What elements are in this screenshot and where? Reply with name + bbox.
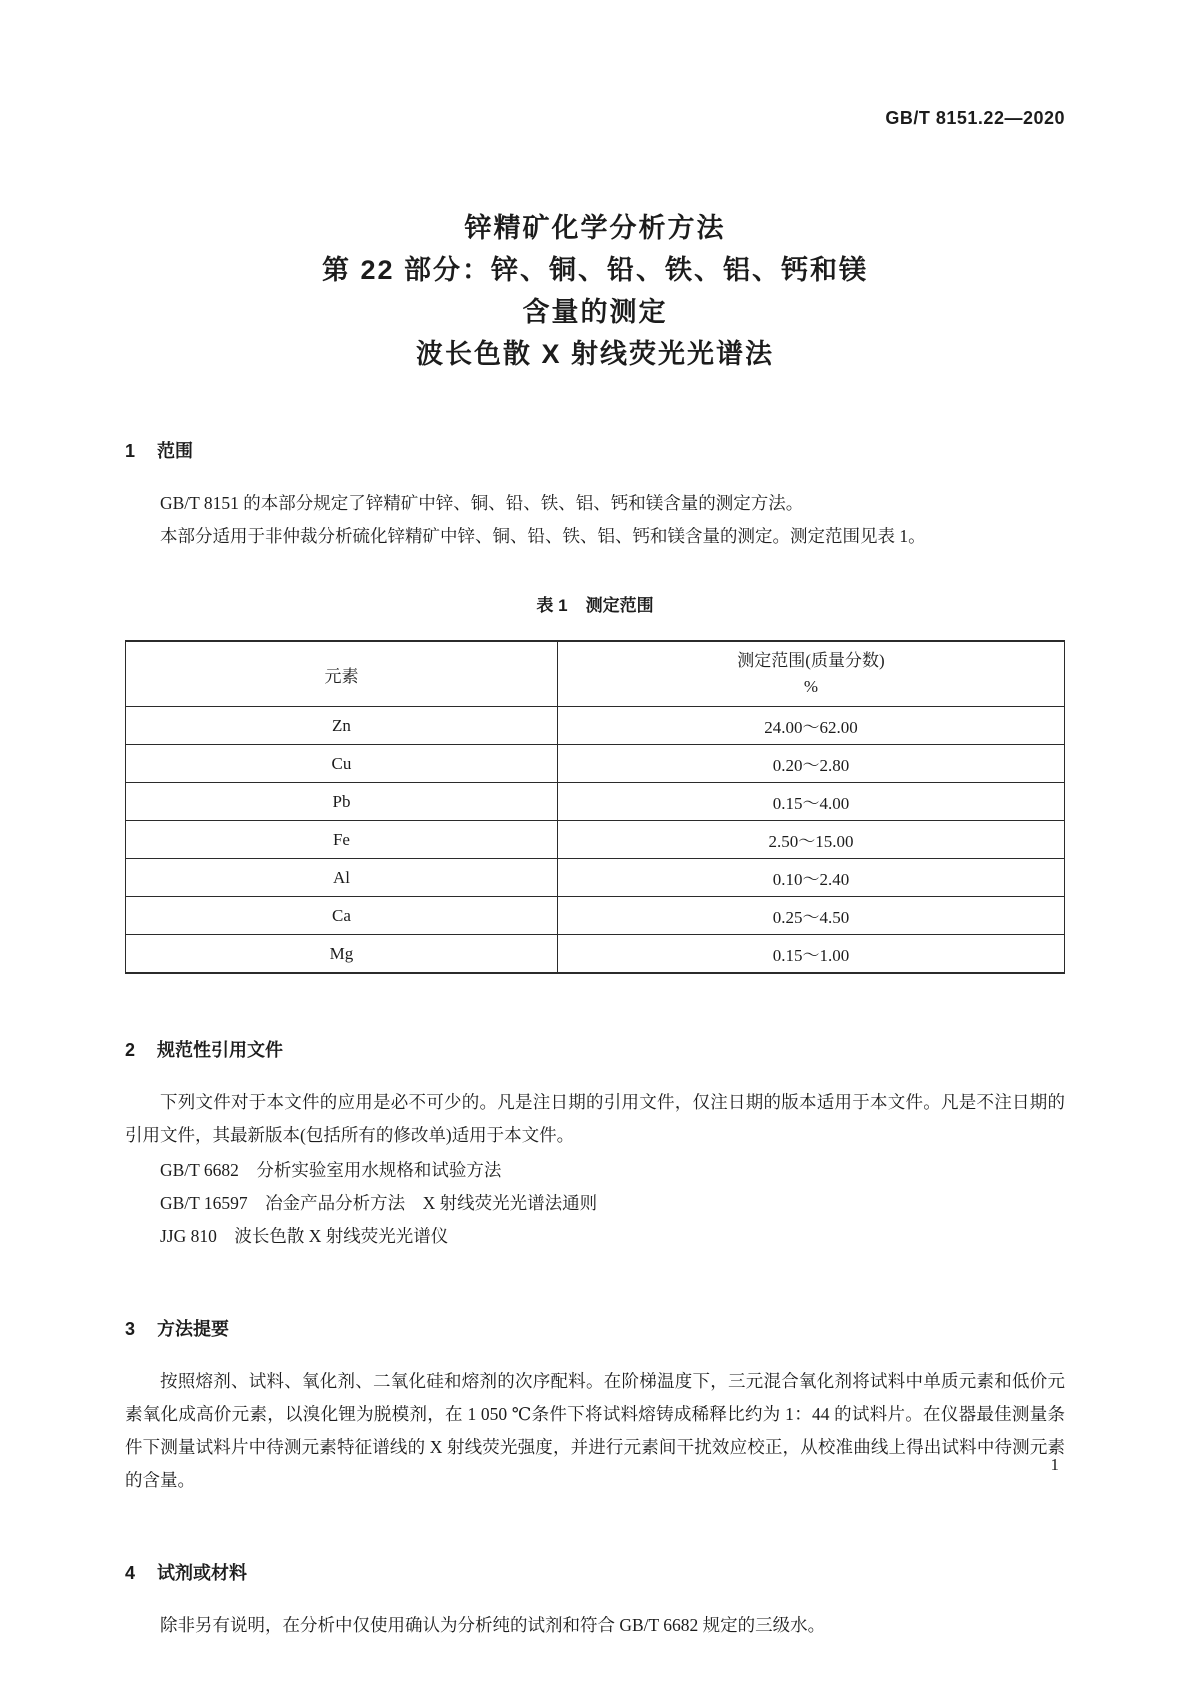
section-4-paragraph-1: 除非另有说明，在分析中仅使用确认为分析纯的试剂和符合 GB/T 6682 规定的三级水。	[160, 1615, 826, 1635]
table-header-range-line1: 测定范围(质量分数)	[737, 651, 885, 670]
reference-item-2: GB/T 16597 冶金产品分析方法 X 射线荧光光谱法通则	[160, 1193, 598, 1213]
table-caption-title: 测定范围	[585, 596, 654, 615]
section-1-title: 范围	[157, 441, 194, 461]
section-3-paragraph-1: 按照熔剂、试料、氧化剂、二氧化硅和熔剂的次序配料。在阶梯温度下，三元混合氧化剂将试料中单质元素和低价元素氧化成高价元素，以溴化锂为脱模剂，在 1 050 ℃条件下将试料熔铸成稀释比约为 1：44 的试料片。在仪器最佳测量条件下测量试料片中待测元素特征谱线的 X 射线荧光强度，并进行元素间干扰效应校正，从校准曲线上得出试料中待测元素的含量。	[125, 1371, 1065, 1490]
table-header-element: 元素	[126, 641, 558, 707]
range-cell: 24.00～62.00	[557, 707, 1064, 745]
title-line-1: 锌精矿化学分析方法	[464, 213, 726, 243]
section-2-heading	[125, 1036, 1065, 1062]
range-cell: 0.10～2.40	[557, 859, 1064, 897]
range-cell: 2.50～15.00	[557, 821, 1064, 859]
table-row	[126, 859, 1065, 897]
table-row	[126, 707, 1065, 745]
document-title	[125, 207, 1065, 375]
element-cell: Al	[126, 859, 558, 897]
section-4-heading	[125, 1559, 1065, 1585]
element-cell: Pb	[126, 783, 558, 821]
title-line-2: 第 22 部分：锌、铜、铅、铁、铝、钙和镁	[321, 255, 869, 285]
table-row	[126, 897, 1065, 935]
element-cell: Zn	[126, 707, 558, 745]
table-header	[126, 641, 1065, 707]
table-header-row	[126, 641, 1065, 707]
section-1-heading	[125, 437, 1065, 463]
range-cell: 0.15～4.00	[557, 783, 1064, 821]
table-row	[126, 935, 1065, 974]
section-2-title: 规范性引用文件	[157, 1040, 284, 1060]
doc-number: GB/T 8151.22—2020	[885, 108, 1065, 128]
section-1-paragraph-2: 本部分适用于非仲裁分析硫化锌精矿中锌、铜、铅、铁、铝、钙和镁含量的测定。测定范围见表 1。	[160, 526, 926, 546]
measurement-table-body	[126, 707, 1065, 974]
reference-item-1: GB/T 6682 分析实验室用水规格和试验方法	[160, 1160, 502, 1180]
table-header-range	[557, 641, 1064, 707]
element-cell: Mg	[126, 935, 558, 974]
range-cell: 0.25～4.50	[557, 897, 1064, 935]
section-3-title: 方法提要	[157, 1319, 230, 1339]
table-caption-number: 表 1	[536, 596, 568, 615]
section-2-number: 2	[125, 1040, 136, 1060]
table-row	[126, 821, 1065, 859]
section-2-paragraph-1: 下列文件对于本文件的应用是必不可少的。凡是注日期的引用文件，仅注日期的版本适用于本文件。凡是不注日期的引用文件，其最新版本(包括所有的修改单)适用于本文件。	[125, 1092, 1065, 1145]
range-cell: 0.20～2.80	[557, 745, 1064, 783]
table-header-range-line2: %	[803, 677, 819, 696]
reference-list	[125, 1154, 1065, 1253]
table-row	[126, 745, 1065, 783]
section-3-number: 3	[125, 1319, 136, 1339]
page-number: 1	[1050, 1455, 1059, 1474]
measurement-range-table	[125, 640, 1065, 974]
section-4-number: 4	[125, 1563, 136, 1583]
section-1-number: 1	[125, 441, 136, 461]
title-line-3: 含量的测定	[522, 297, 668, 327]
title-line-4: 波长色散 X 射线荧光光谱法	[415, 339, 774, 369]
section-1-paragraph-1: GB/T 8151 的本部分规定了锌精矿中锌、铜、铅、铁、铝、钙和镁含量的测定方法。	[160, 493, 804, 513]
section-3-heading	[125, 1315, 1065, 1341]
element-cell: Cu	[126, 745, 558, 783]
element-cell: Fe	[126, 821, 558, 859]
table-row	[126, 783, 1065, 821]
element-cell: Ca	[126, 897, 558, 935]
range-cell: 0.15～1.00	[557, 935, 1064, 974]
section-4-title: 试剂或材料	[157, 1563, 248, 1583]
table-caption	[125, 591, 1065, 616]
reference-item-3: JJG 810 波长色散 X 射线荧光光谱仪	[160, 1226, 449, 1246]
